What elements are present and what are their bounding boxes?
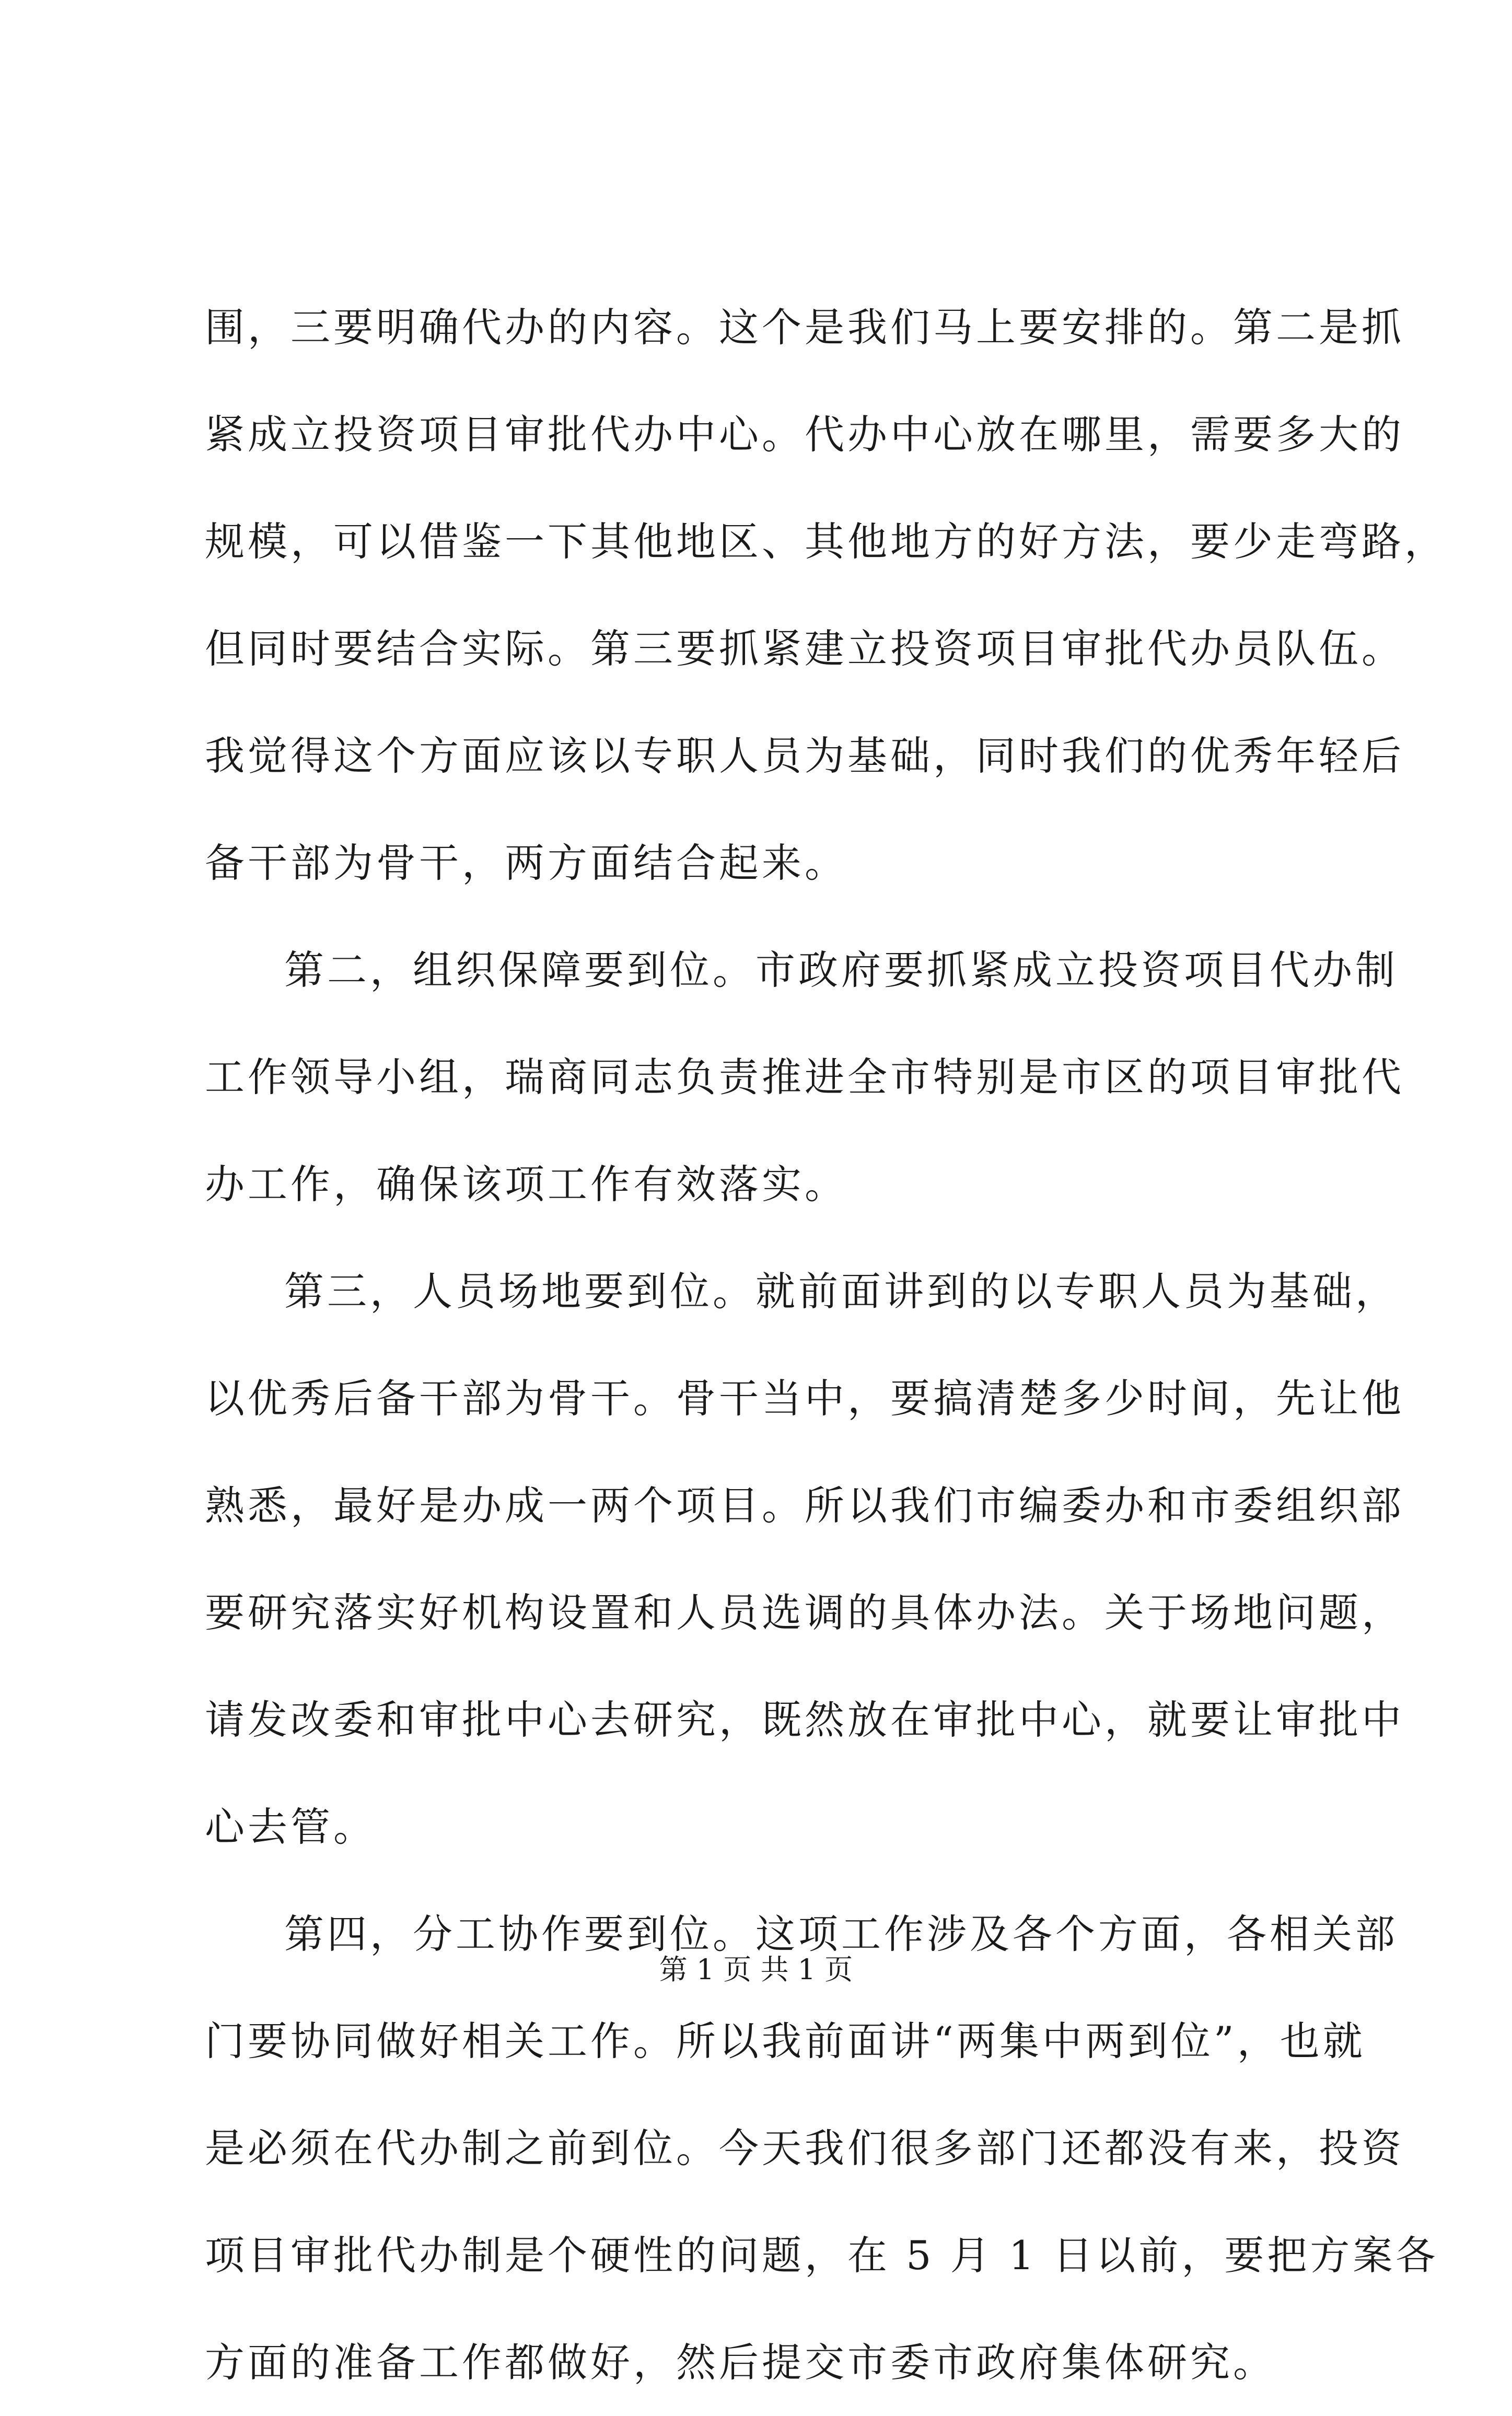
text-line: 要研究落实好机构设置和人员选调的具体办法。关于场地问题，	[205, 1589, 1404, 1636]
page-footer: 第 1 页 共 1 页	[659, 1953, 853, 1986]
text-line: 但同时要结合实际。第三要抓紧建立投资项目审批代办员队伍。	[205, 625, 1404, 672]
text-line: 办工作，确保该项工作有效落实。	[205, 1161, 847, 1207]
text-line: 规模，可以借鉴一下其他地区、其他地方的好方法，要少走弯路，	[205, 518, 1447, 565]
text-line: 以优秀后备干部为骨干。骨干当中，要搞清楚多少时间，先让他	[205, 1375, 1404, 1422]
text-line: 紧成立投资项目审批代办中心。代办中心放在哪里，需要多大的	[205, 411, 1404, 458]
body-text	[205, 274, 1447, 2416]
text-line: 第四，分工协作要到位。这项工作涉及各个方面，各相关部	[284, 1911, 1398, 1957]
text-line: 方面的准备工作都做好，然后提交市委市政府集体研究。	[205, 2339, 1276, 2386]
text-line: 熟悉，最好是办成一两个项目。所以我们市编委办和市委组织部	[205, 1482, 1404, 1529]
text-line: 第三，人员场地要到位。就前面讲到的以专职人员为基础，	[284, 1268, 1398, 1315]
text-line: 备干部为骨干，两方面结合起来。	[205, 840, 847, 886]
text-line: 工作领导小组，瑞商同志负责推进全市特别是市区的项目审批代	[205, 1054, 1404, 1100]
text-line: 门要协同做好相关工作。所以我前面讲“两集中两到位”，也就	[205, 2018, 1366, 2064]
text-line: 第二，组织保障要到位。市政府要抓紧成立投资项目代办制	[284, 947, 1398, 993]
text-line: 项目审批代办制是个硬性的问题，在 5 月 1 日以前，要把方案各	[205, 2232, 1439, 2279]
text-line: 我觉得这个方面应该以专职人员为基础，同时我们的优秀年轻后	[205, 733, 1404, 779]
text-line: 是必须在代办制之前到位。今天我们很多部门还都没有来，投资	[205, 2125, 1404, 2171]
text-line: 请发改委和审批中心去研究，既然放在审批中心，就要让审批中	[205, 1697, 1404, 1743]
text-line: 心去管。	[205, 1804, 376, 1850]
text-line: 围，三要明确代办的内容。这个是我们马上要安排的。第二是抓	[205, 304, 1404, 351]
